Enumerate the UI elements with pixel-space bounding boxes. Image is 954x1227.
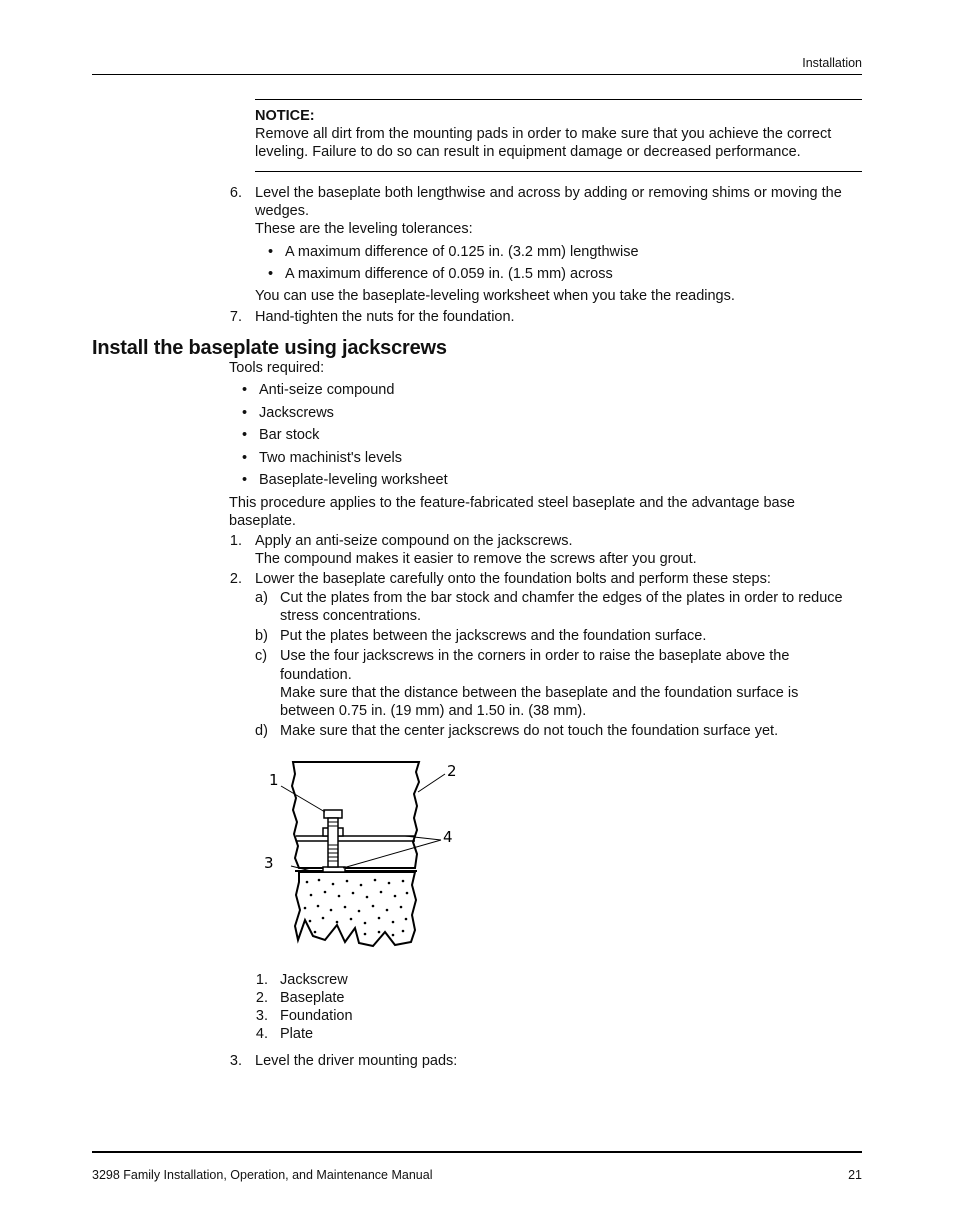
legend-number-3: 3. — [255, 1008, 268, 1024]
bullet-icon: • — [242, 427, 248, 443]
step-1-text: Apply an anti-seize compound on the jackscrews. — [255, 533, 573, 549]
substep-c-line-3: Make sure that the distance between the baseplate and the foundation surface is — [280, 685, 799, 701]
tool-item-5: Baseplate-leveling worksheet — [259, 472, 448, 488]
step-2-text: Lower the baseplate carefully onto the foundation bolts and perform these steps: — [255, 571, 771, 587]
procedure-intro-line-1: This procedure applies to the feature-fabricated steel baseplate and the advantage base — [229, 495, 795, 511]
step-7-text: Hand-tighten the nuts for the foundation. — [255, 309, 515, 325]
step-6-tolerance-intro: These are the leveling tolerances: — [255, 221, 473, 237]
bullet-icon: • — [242, 382, 248, 398]
tool-item-3: Bar stock — [259, 427, 320, 443]
legend-label-4: Plate — [280, 1026, 314, 1042]
step-7-number: 7. — [229, 309, 242, 325]
tool-item-2: Jackscrews — [259, 405, 334, 421]
jackscrew-shank — [328, 818, 338, 867]
step-3-number: 3. — [229, 1053, 242, 1069]
legend-number-2: 2. — [255, 990, 268, 1006]
section-heading: Install the baseplate using jackscrews — [92, 337, 447, 359]
step-3-text: Level the driver mounting pads: — [255, 1053, 458, 1069]
step-6-note: You can use the baseplate-leveling worksheet when you take the readings. — [255, 288, 735, 304]
notice-text-line-2: leveling. Failure to do so can result in equipment damage or decreased performance. — [255, 144, 801, 160]
bullet-icon: • — [242, 472, 248, 488]
bullet-icon: • — [242, 405, 248, 421]
notice-top-rule — [255, 99, 862, 100]
legend-label-2: Baseplate — [280, 990, 345, 1006]
tools-label: Tools required: — [229, 360, 325, 376]
footer-page-number: 21 — [848, 1168, 862, 1182]
jackscrew-head — [324, 810, 342, 818]
bullet-icon: • — [242, 450, 248, 466]
substep-c-line-1: Use the four jackscrews in the corners in order to raise the baseplate above the — [280, 648, 790, 664]
step-6-number: 6. — [229, 185, 242, 201]
substep-d-text: Make sure that the center jackscrews do not touch the foundation surface yet. — [280, 723, 779, 739]
callout-2: 2 — [447, 762, 457, 780]
substep-a-line-1: Cut the plates from the bar stock and chamfer the edges of the plates in order to reduce — [280, 590, 843, 606]
substep-a-line-2: stress concentrations. — [280, 608, 422, 624]
step-6-text-line-1: Level the baseplate both lengthwise and across by adding or removing shims or moving the — [255, 185, 842, 201]
substep-c-label: c) — [255, 648, 268, 664]
bullet-icon: • — [268, 244, 274, 260]
step-6-text-line-2: wedges. — [255, 203, 310, 219]
legend-label-1: Jackscrew — [280, 972, 348, 988]
step-2-number: 2. — [229, 571, 242, 587]
bullet-icon: • — [268, 266, 274, 282]
substep-b-label: b) — [255, 628, 268, 644]
footer-rule — [92, 1151, 862, 1153]
substep-c-line-4: between 0.75 in. (19 mm) and 1.50 in. (38 mm). — [280, 703, 587, 719]
callout-3: 3 — [264, 854, 274, 872]
notice-bottom-rule — [255, 171, 862, 172]
tool-item-4: Two machinist's levels — [259, 450, 402, 466]
notice-title: NOTICE: — [255, 108, 315, 124]
legend-label-3: Foundation — [280, 1008, 353, 1024]
callout-4: 4 — [443, 828, 453, 846]
substep-d-label: d) — [255, 723, 268, 739]
tool-item-1: Anti-seize compound — [259, 382, 395, 398]
tolerance-item-2: A maximum difference of 0.059 in. (1.5 mm) across — [285, 266, 613, 282]
substep-c-line-2: foundation. — [280, 667, 352, 683]
footer-manual-title: 3298 Family Installation, Operation, and Maintenance Manual — [92, 1168, 433, 1182]
legend-number-4: 4. — [255, 1026, 268, 1042]
step-1-note: The compound makes it easier to remove the screws after you grout. — [255, 551, 697, 567]
procedure-intro-line-2: baseplate. — [229, 513, 296, 529]
running-header: Installation — [802, 56, 862, 70]
legend-number-1: 1. — [255, 972, 268, 988]
callout-1: 1 — [269, 771, 279, 789]
header-rule — [92, 74, 862, 75]
foundation-block — [295, 872, 416, 946]
tolerance-item-1: A maximum difference of 0.125 in. (3.2 mm) lengthwise — [285, 244, 639, 260]
substep-a-label: a) — [255, 590, 268, 606]
step-1-number: 1. — [229, 533, 242, 549]
jackscrew-diagram — [255, 750, 475, 955]
substep-b-text: Put the plates between the jackscrews and the foundation surface. — [280, 628, 707, 644]
notice-text-line-1: Remove all dirt from the mounting pads in order to make sure that you achieve the correct — [255, 126, 832, 142]
